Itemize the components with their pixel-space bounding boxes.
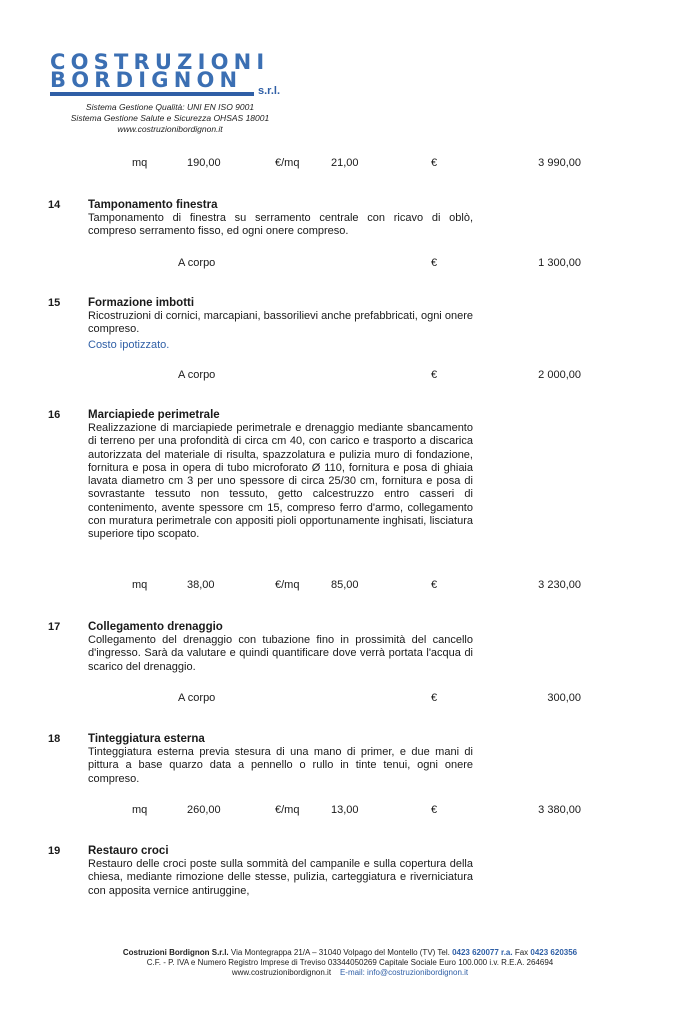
item-17-price-line — [0, 692, 700, 706]
carryover-price-line — [0, 157, 700, 171]
unit-price-label: €/mq — [275, 157, 300, 169]
item-title: Marciapiede perimetrale — [88, 409, 220, 421]
item-number: 16 — [48, 409, 61, 421]
item-title: Tamponamento finestra — [88, 199, 218, 211]
footer-fax: 0423 620356 — [530, 948, 578, 957]
item-number: 17 — [48, 621, 61, 633]
footer-line-1 — [0, 948, 700, 958]
currency: € — [431, 157, 438, 169]
footer-tel-label: Tel. — [437, 948, 450, 957]
item-description: Collegamento del drenaggio con tubazione fino in prossimità del cancello d'ingresso. Sarà da valutare e quindi quantificare dove verrà portata l'acqua di scarico del drenaggio. — [88, 634, 473, 673]
item-title: Collegamento drenaggio — [88, 621, 223, 633]
unit: mq — [132, 157, 148, 169]
logo-company-surname: BORDIGNON — [50, 68, 243, 92]
quantity: 38,00 — [187, 579, 215, 591]
item-note: Costo ipotizzato. — [88, 339, 170, 351]
quantity: 190,00 — [187, 157, 221, 169]
currency: € — [431, 257, 438, 269]
cert-safety: Sistema Gestione Salute e Sicurezza OHSAS 18001 — [70, 113, 270, 123]
footer-company: Costruzioni Bordignon S.r.l. — [122, 948, 229, 957]
total: 2 000,00 — [538, 369, 581, 381]
item-15-price-line — [0, 369, 700, 383]
currency: € — [431, 692, 438, 704]
item-description: Ricostruzioni di cornici, marcapiani, bassorilievi anche prefabbricati, ogni onere compreso. — [88, 310, 473, 336]
currency: € — [431, 579, 438, 591]
unit-price-label: €/mq — [275, 579, 300, 591]
total: 3 380,00 — [538, 804, 581, 816]
footer-tel: 0423 620077 r.a. — [452, 948, 513, 957]
currency: € — [431, 804, 438, 816]
item-title: Tinteggiatura esterna — [88, 733, 205, 745]
item-number: 15 — [48, 297, 61, 309]
unit: mq — [132, 579, 148, 591]
footer-line-3 — [0, 968, 700, 978]
item-description: Tinteggiatura esterna previa stesura di una mano di primer, e due mani di pittura a base quarzo data a pennello o rullo in tinte tenui, ogni onere compreso. — [88, 746, 473, 785]
header-website: www.costruzionibordignon.it — [117, 124, 223, 134]
total: 300,00 — [547, 692, 581, 704]
logo-company-name: COSTRUZIONI — [50, 50, 270, 74]
footer-address: Via Montegrappa 21/A – 31040 Volpago del Montello (TV) — [230, 948, 436, 957]
lump-sum-label: A corpo — [178, 257, 216, 269]
item-16-price-line — [0, 579, 700, 593]
item-description: Restauro delle croci poste sulla sommità del campanile e sulla copertura della chiesa, mediante rimozione delle stesse, pulizia, carteggiatura e riverniciatura con apposita vernice antiruggine, — [88, 858, 473, 897]
item-description: Realizzazione di marciapiede perimetrale e drenaggio mediante sbancamento di terreno per una profondità di circa cm 40, con carico e trasporto a discarica autorizzata del materiale di risulta, spazzolatura e pulizia muro di fondazione, fornitura e posa in opera di tubo microforato Ø 110, fornitura e posa di ghiaia lavata diametro cm 3 per uno spessore di circa 25/30 cm, fornitura e posa di sovrastante tessuto non tessuto, getto calcestruzzo entro casseri di contenimento, avente spessore cm 15, compreso ferro d'armo, collegamento con muratura perimetrale con appositi pioli opportunamente inghisati, lisciatura superiore tipo scopato. — [88, 422, 473, 541]
total: 1 300,00 — [538, 257, 581, 269]
cert-quality: Sistema Gestione Qualità: UNI EN ISO 9001 — [85, 102, 255, 112]
quantity: 260,00 — [187, 804, 221, 816]
lump-sum-label: A corpo — [178, 369, 216, 381]
total: 3 990,00 — [538, 157, 581, 169]
currency: € — [431, 369, 438, 381]
lump-sum-label: A corpo — [178, 692, 216, 704]
item-description: Tamponamento di finestra su serramento centrale con ricavo di oblò, compreso serramento fisso, ed ogni onere compreso. — [88, 212, 473, 238]
logo-srl: s.r.l. — [258, 85, 281, 97]
footer-fax-label: Fax — [514, 948, 529, 957]
item-title: Restauro croci — [88, 845, 169, 857]
total: 3 230,00 — [538, 579, 581, 591]
footer-line-2: C.F. - P. IVA e Numero Registro Imprese di Treviso 03344050269 Capitale Sociale Euro 100.000 i.v. R.E.A. 264694 — [146, 958, 554, 967]
unit-price: 85,00 — [331, 579, 359, 591]
logo-underline — [50, 92, 254, 96]
item-number: 18 — [48, 733, 61, 745]
unit-price: 13,00 — [331, 804, 359, 816]
unit-price: 21,00 — [331, 157, 359, 169]
item-18-price-line — [0, 804, 700, 818]
item-14-price-line — [0, 257, 700, 271]
footer-web[interactable]: www.costruzionibordignon.it — [231, 968, 332, 977]
footer-email[interactable]: E-mail: info@costruzionibordignon.it — [339, 968, 469, 977]
item-number: 14 — [48, 199, 61, 211]
unit: mq — [132, 804, 148, 816]
item-number: 19 — [48, 845, 61, 857]
item-title: Formazione imbotti — [88, 297, 195, 309]
unit-price-label: €/mq — [275, 804, 300, 816]
